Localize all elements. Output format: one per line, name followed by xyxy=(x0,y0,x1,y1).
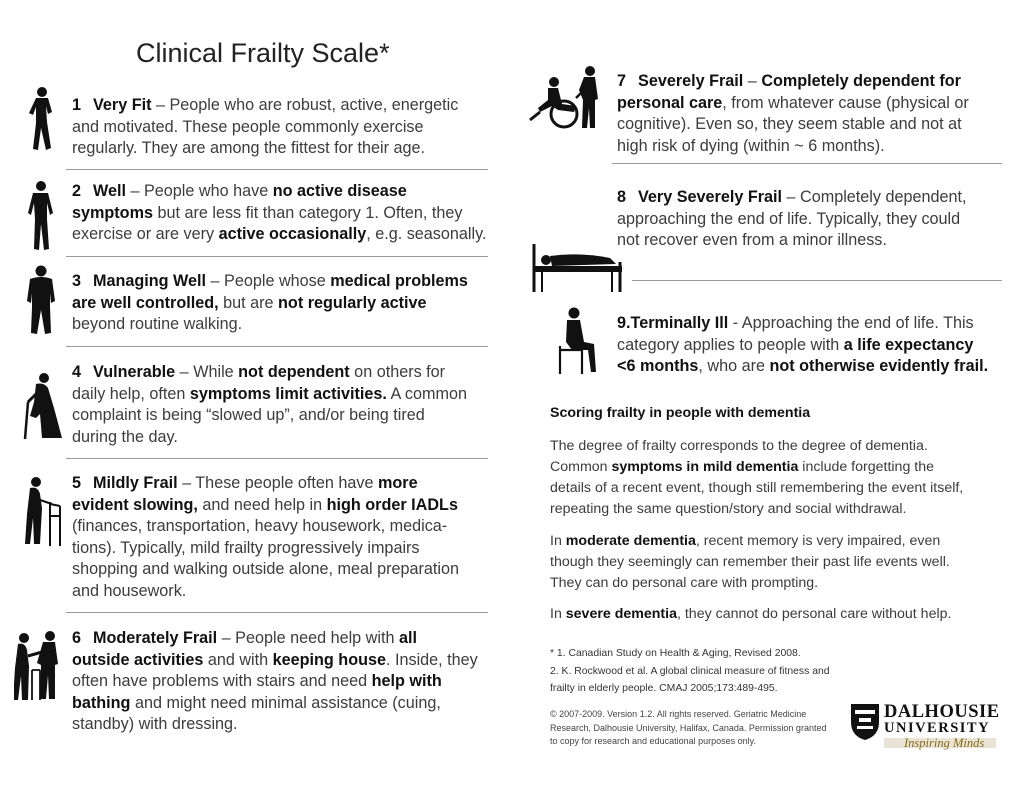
frailty-entry-5: 5 Mildly Frail – These people often have more evident slowing, and need help in high order IADLs (finances, transportation, heavy housework, medica- tions). Typically, mild frailty progressively impairs shopping and walking outside alone, meal preparation and housework. xyxy=(72,474,459,600)
moderately-frail-assisted-icon xyxy=(14,630,66,702)
dementia-heading: Scoring frailty in people with dementia xyxy=(550,405,811,421)
fit-person-icon xyxy=(26,86,58,158)
crest-icon xyxy=(849,702,881,742)
frailty-entry-9: 9.Terminally Ill - Approaching the end of life. This category applies to people with a life expectancy <6 months, who are not otherwise evidently frail. xyxy=(617,314,989,376)
copyright-notice: © 2007-2009. Version 1.2. All rights reserved. Geriatric Medicine Research, Dalhousie University, Halifax, Canada. Permission granted to copy for research and educational purposes only. xyxy=(550,709,827,746)
divider xyxy=(66,612,488,613)
entry-heading: Very Fit xyxy=(93,96,152,114)
frailty-entry-2: 2 Well – People who have no active disease symptoms but are less fit than category 1. Often, they exercise or are very active occasionally, e.g. seasonally. xyxy=(72,182,487,244)
wheelchair-icon xyxy=(528,64,608,130)
dalhousie-logo: DALHOUSIE UNIVERSITY Inspiring Minds xyxy=(849,700,997,756)
frailty-entry-4: 4 Vulnerable – While not dependent on others for daily help, often symptoms limit activities. A common complaint is being “slowed up”, and/or being tired during the day. xyxy=(72,363,467,446)
frailty-entry-1: 1 Very Fit – People who are robust, active, energetic and motivated. These people commonly exercise regularly. They are among the fittest for their age. xyxy=(72,96,459,158)
frailty-entry-7: 7 Severely Frail – Completely dependent for personal care, from whatever cause (physical or cognitive). Even so, they seem stable and not at high risk of dying (within ~ 6 months). xyxy=(617,72,969,155)
frailty-entry-6: 6 Moderately Frail – People need help with all outside activities and with keeping house. Inside, they often have problems with stairs and need help with bathing and might need minimal assistance (cuing, standby) with dressing. xyxy=(72,629,478,734)
dementia-paragraph-3: In severe dementia, they cannot do personal care without help. xyxy=(550,606,952,622)
vulnerable-person-icon xyxy=(22,372,62,442)
dementia-paragraph-2: In moderate dementia, recent memory is very impaired, even though they seemingly can remember their past life events well. They can do personal care with prompting. xyxy=(550,533,950,591)
references: * 1. Canadian Study on Health & Aging, Revised 2008. 2. K. Rockwood et al. A global clinical measure of fitness and frailty in elderly people. CMAJ 2005;173:489-495. xyxy=(550,648,830,694)
well-person-icon xyxy=(26,180,58,252)
dementia-paragraph-1: The degree of frailty corresponds to the degree of dementia. Common symptoms in mild dementia include forgetting the details of a recent event, though still remembering the event itself, repeating the same question/story and social withdrawal. xyxy=(550,438,964,517)
divider xyxy=(66,346,488,347)
seated-person-icon xyxy=(556,306,600,376)
divider xyxy=(612,163,1002,164)
divider xyxy=(66,458,488,459)
divider xyxy=(632,280,1002,281)
page-title: Clinical Frailty Scale* xyxy=(136,38,390,68)
frailty-entry-8: 8 Very Severely Frail – Completely dependent, approaching the end of life. Typically, they could not recover even from a minor illness. xyxy=(617,188,967,250)
mildly-frail-walker-icon xyxy=(24,476,62,548)
bedridden-person-icon xyxy=(532,236,624,294)
managing-well-person-icon xyxy=(26,265,56,335)
frailty-entry-3: 3 Managing Well – People whose medical problems are well controlled, but are not regularly active beyond routine walking. xyxy=(72,272,468,334)
entry-number: 1 xyxy=(72,96,82,114)
divider xyxy=(66,256,488,257)
divider xyxy=(66,169,488,170)
